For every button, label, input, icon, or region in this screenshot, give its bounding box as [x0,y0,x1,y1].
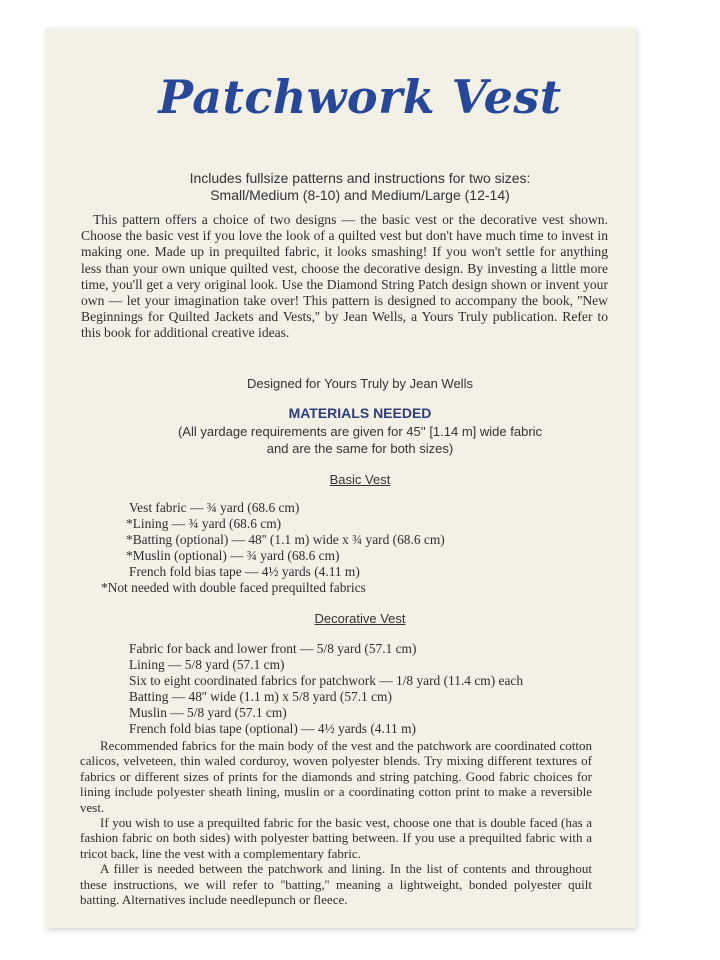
materials-heading: MATERIALS NEEDED [288,405,432,421]
list-item: *Batting (optional) — 48'' (1.1 m) wide x ¾ yard (68.6 cm) [126,532,445,547]
decorative-vest-list [129,641,523,737]
materials-note [0,423,720,457]
list-item: *Muslin (optional) — ¾ yard (68.6 cm) [126,548,340,563]
basic-vest-label-text: Basic Vest [329,472,391,487]
list-item: French fold bias tape (optional) — 4½ yards (4.11 m) [129,721,416,736]
basic-vest-list [126,500,445,580]
footnote-text: *Not needed with double faced prequilted fabrics [101,580,366,595]
designer-credit: Designed for Yours Truly by Jean Wells [247,376,473,391]
page-title: Patchwork Vest [158,70,562,124]
list-item: French fold bias tape — 4½ yards (4.11 m) [129,564,360,579]
list-item: Vest fabric — ¾ yard (68.6 cm) [129,500,300,515]
basic-vest-label [0,472,720,487]
closing-paragraph-prequilted: If you wish to use a prequilted fabric for the basic vest, choose one that is double faced (has a fashion fabric on both sides) with polyester batting between. If you use a prequilted fabric with a tricot back, line the vest with a complementary fabric. [80,815,592,861]
materials-note-line-1: (All yardage requirements are given for 45'' [1.14 m] wide fabric [177,424,543,439]
subtitle [0,170,720,204]
list-item: *Lining — ¾ yard (68.6 cm) [126,516,282,531]
closing-paragraph-fabrics: Recommended fabrics for the main body of the vest and the patchwork are coordinated cotton calicos, velveteen, thin waled corduroy, woven polyester blends. Try mixing different textures of fabrics or different sizes of prints for the diamonds and string patching. Good fabric choices for lining include polyester sheath lining, muslin or a coordinating cotton print to make a reversible vest. [80,738,592,815]
materials-note-line-2: and are the same for both sizes) [266,441,454,456]
list-item: Fabric for back and lower front — 5/8 yard (57.1 cm) [129,641,417,656]
list-item: Batting — 48'' wide (1.1 m) x 5/8 yard (57.1 cm) [129,689,392,704]
closing-paragraph-filler: A filler is needed between the patchwork and lining. In the list of contents and throughout these instructions, we will refer to ''batting,'' meaning a lightweight, bonded polyester quilt batting. Alternatives include needlepunch or fleece. [80,861,592,908]
subtitle-line-1: Includes fullsize patterns and instructions for two sizes: [189,170,531,186]
list-item: Lining — 5/8 yard (57.1 cm) [129,657,285,672]
decorative-vest-label-text: Decorative Vest [314,611,406,626]
list-item: Six to eight coordinated fabrics for patchwork — 1/8 yard (11.4 cm) each [129,673,524,688]
subtitle-line-2: Small/Medium (8-10) and Medium/Large (12-14) [210,187,510,203]
decorative-vest-label [0,611,720,626]
basic-vest-footnote [101,580,366,596]
list-item: Muslin — 5/8 yard (57.1 cm) [129,705,287,720]
closing-paragraphs [80,738,592,907]
intro-text: This pattern offers a choice of two designs — the basic vest or the decorative vest shown. Choose the basic vest if you love the look of a quilted vest but don't have much time to invest in making one. Made up in prequilted fabric, it looks smashing! If you won't settle for anything less than your own unique quilted vest, choose the decorative design. By investing a little more time, you'll get a very original look. Use the Diamond String Patch design shown or invent your own — let your imagination take over! This pattern is designed to accompany the book, ''New Beginnings for Quilted Jackets and Vests,'' by Jean Wells, a Yours Truly publication. Refer to this book for additional creative ideas. [81,212,608,341]
intro-paragraph [81,212,608,342]
